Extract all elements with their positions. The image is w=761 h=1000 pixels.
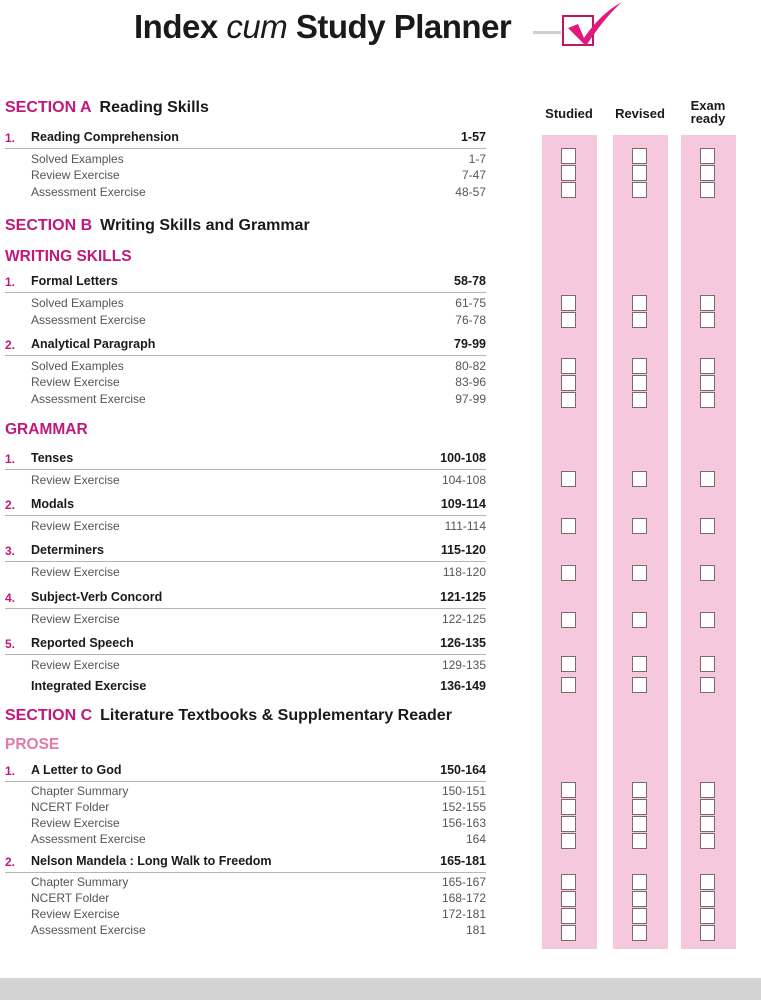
entry-name: Reported Speech: [31, 636, 134, 650]
subentry-name: Integrated Exercise: [31, 679, 147, 693]
revised-checkbox[interactable]: [632, 833, 647, 849]
subentry-pages: 172-181: [441, 907, 486, 921]
title-part-2: cum: [226, 8, 288, 45]
studied-checkbox[interactable]: [561, 656, 576, 672]
subentry-pages: 150-151: [441, 784, 486, 798]
subentry-pages: 118-120: [442, 565, 486, 579]
toc-entry[interactable]: [5, 764, 486, 782]
toc-subentry[interactable]: [31, 359, 486, 375]
subentry-pages: 80-82: [455, 359, 486, 373]
studied-checkbox[interactable]: [561, 165, 576, 181]
toc-subentry[interactable]: [31, 907, 486, 923]
title-rule: [533, 31, 561, 34]
subentry-pages: 181: [465, 923, 486, 937]
toc-subentry[interactable]: [31, 923, 486, 939]
exam-checkbox[interactable]: [700, 925, 715, 941]
subentry-name: Assessment Exercise: [31, 832, 146, 846]
entry-name: Reading Comprehension: [31, 130, 179, 144]
entry-name: Determiners: [31, 543, 104, 557]
toc-subentry[interactable]: [31, 891, 486, 907]
entry-number: 1.: [5, 275, 16, 289]
section-a-title: Reading Skills: [99, 99, 209, 116]
exam-checkbox[interactable]: [700, 312, 715, 328]
subentry-name: Review Exercise: [31, 565, 120, 579]
subentry-pages: 164: [465, 832, 486, 846]
revised-checkbox[interactable]: [632, 165, 647, 181]
revised-checkbox[interactable]: [632, 816, 647, 832]
entry-number: 1.: [5, 764, 16, 778]
subentry-pages: 83-96: [455, 375, 486, 389]
subentry-pages: 168-172: [441, 891, 486, 905]
title-part-1: Index: [134, 8, 218, 45]
entry-name: Analytical Paragraph: [31, 337, 156, 351]
studied-checkbox[interactable]: [561, 677, 576, 693]
column-header-ready: ready: [690, 111, 726, 126]
entry-pages: 1-57: [460, 130, 486, 144]
revised-checkbox[interactable]: [632, 471, 647, 487]
studied-checkbox[interactable]: [561, 782, 576, 798]
toc-entry[interactable]: [5, 591, 486, 609]
entry-pages: 100-108: [440, 451, 486, 465]
revised-checkbox[interactable]: [632, 874, 647, 890]
subentry-name: Chapter Summary: [31, 875, 129, 889]
subentry-pages: 104-108: [441, 473, 486, 487]
entry-number: 2.: [5, 338, 16, 352]
studied-checkbox[interactable]: [561, 874, 576, 890]
toc-subentry[interactable]: [31, 519, 486, 535]
revised-checkbox[interactable]: [632, 358, 647, 374]
toc-subentry[interactable]: [31, 168, 486, 184]
toc-subentry[interactable]: [31, 392, 486, 408]
studied-checkbox[interactable]: [561, 833, 576, 849]
integrated-exercise-entry[interactable]: [31, 679, 486, 695]
entry-pages: 126-135: [440, 636, 486, 650]
entry-number: 4.: [5, 591, 16, 605]
subentry-name: NCERT Folder: [31, 800, 110, 814]
subentry-name: NCERT Folder: [31, 891, 110, 905]
section-b-title: Writing Skills and Grammar: [100, 217, 310, 234]
section-a-heading: [5, 99, 209, 117]
entry-name: Subject-Verb Concord: [31, 590, 163, 604]
toc-subentry[interactable]: [31, 375, 486, 391]
toc-entry[interactable]: [5, 338, 486, 356]
entry-pages: 109-114: [440, 497, 486, 511]
studied-checkbox[interactable]: [561, 182, 576, 198]
entry-pages: 150-164: [440, 763, 486, 777]
toc-subentry[interactable]: [31, 875, 486, 891]
toc-subentry[interactable]: [31, 612, 486, 628]
toc-subentry[interactable]: [31, 296, 486, 312]
prose-heading: PROSE: [5, 736, 60, 753]
studied-checkbox[interactable]: [561, 799, 576, 815]
section-a-label: SECTION A: [5, 99, 92, 116]
revised-checkbox[interactable]: [632, 656, 647, 672]
entry-name: Nelson Mandela : Long Walk to Freedom: [31, 854, 272, 868]
subentry-name: Review Exercise: [31, 612, 120, 626]
entry-name: A Letter to God: [31, 763, 122, 777]
studied-checkbox[interactable]: [561, 925, 576, 941]
revised-checkbox[interactable]: [632, 565, 647, 581]
toc-subentry[interactable]: [31, 832, 486, 848]
subentry-pages: 76-78: [455, 313, 486, 327]
exam-checkbox[interactable]: [700, 358, 715, 374]
revised-checkbox[interactable]: [632, 908, 647, 924]
studied-checkbox[interactable]: [561, 518, 576, 534]
revised-checkbox[interactable]: [632, 891, 647, 907]
entry-pages: 165-181: [440, 854, 486, 868]
exam-checkbox[interactable]: [700, 782, 715, 798]
subentry-name: Review Exercise: [31, 375, 120, 389]
revised-checkbox[interactable]: [632, 295, 647, 311]
subentry-pages: 1-7: [468, 152, 486, 166]
subentry-pages: 129-135: [441, 658, 486, 672]
exam-checkbox[interactable]: [700, 816, 715, 832]
section-c-title: Literature Textbooks & Supplementary Reader: [100, 707, 452, 724]
revised-checkbox[interactable]: [632, 612, 647, 628]
subentry-pages: 165-167: [441, 875, 486, 889]
revised-checkbox[interactable]: [632, 799, 647, 815]
entry-name: Modals: [31, 497, 75, 511]
subentry-name: Review Exercise: [31, 473, 120, 487]
entry-pages: 58-78: [454, 274, 486, 288]
toc-subentry[interactable]: [31, 473, 486, 489]
exam-checkbox[interactable]: [700, 182, 715, 198]
subentry-pages: 122-125: [441, 612, 486, 626]
studied-checkbox[interactable]: [561, 816, 576, 832]
revised-checkbox[interactable]: [632, 782, 647, 798]
entry-number: 5.: [5, 637, 16, 651]
toc-subentry[interactable]: [31, 185, 486, 201]
subentry-name: Assessment Exercise: [31, 923, 146, 937]
entry-number: 2.: [5, 498, 16, 512]
exam-checkbox[interactable]: [700, 165, 715, 181]
subentry-name: Review Exercise: [31, 658, 120, 672]
revised-checkbox[interactable]: [632, 925, 647, 941]
studied-checkbox[interactable]: [561, 375, 576, 391]
subentry-pages: 111-114: [444, 519, 486, 533]
subentry-name: Solved Examples: [31, 359, 124, 373]
subentry-name: Review Exercise: [31, 816, 120, 830]
subentry-name: Chapter Summary: [31, 784, 129, 798]
section-c-heading: [5, 707, 452, 725]
column-header-exam-ready: [675, 99, 741, 125]
toc-entry[interactable]: [5, 855, 486, 873]
column-header-revised: Revised: [615, 106, 665, 121]
exam-checkbox[interactable]: [700, 295, 715, 311]
entry-number: 3.: [5, 544, 16, 558]
subentry-name: Assessment Exercise: [31, 185, 146, 199]
studied-checkbox[interactable]: [561, 295, 576, 311]
exam-checkbox[interactable]: [700, 612, 715, 628]
toc-subentry[interactable]: [31, 565, 486, 581]
entry-number: 2.: [5, 855, 16, 869]
toc-subentry[interactable]: [31, 658, 486, 674]
toc-subentry[interactable]: [31, 152, 486, 168]
studied-checkbox[interactable]: [561, 565, 576, 581]
column-header-studied: Studied: [545, 106, 593, 121]
exam-checkbox[interactable]: [700, 148, 715, 164]
subentry-pages: 61-75: [455, 296, 486, 310]
exam-checkbox[interactable]: [700, 799, 715, 815]
subentry-pages: 156-163: [441, 816, 486, 830]
exam-checkbox[interactable]: [700, 471, 715, 487]
toc-entry[interactable]: [5, 275, 486, 293]
studied-checkbox[interactable]: [561, 891, 576, 907]
page-title: [134, 8, 511, 46]
exam-checkbox[interactable]: [700, 392, 715, 408]
subentry-pages: 97-99: [455, 392, 486, 406]
subentry-pages: 152-155: [441, 800, 486, 814]
footer-bar: [0, 978, 761, 1000]
revised-checkbox[interactable]: [632, 312, 647, 328]
studied-checkbox[interactable]: [561, 471, 576, 487]
studied-checkbox[interactable]: [561, 392, 576, 408]
toc-entry[interactable]: [5, 452, 486, 470]
subentry-name: Assessment Exercise: [31, 313, 146, 327]
studied-checkbox[interactable]: [561, 148, 576, 164]
column-header-exam: Exam: [690, 98, 726, 113]
revised-checkbox[interactable]: [632, 182, 647, 198]
subentry-name: Review Exercise: [31, 519, 120, 533]
exam-checkbox[interactable]: [700, 656, 715, 672]
revised-checkbox[interactable]: [632, 518, 647, 534]
studied-checkbox[interactable]: [561, 358, 576, 374]
exam-checkbox[interactable]: [700, 677, 715, 693]
studied-checkbox[interactable]: [561, 908, 576, 924]
studied-checkbox[interactable]: [561, 312, 576, 328]
toc-entry[interactable]: [5, 131, 486, 149]
revised-checkbox[interactable]: [632, 148, 647, 164]
grammar-heading: GRAMMAR: [5, 421, 88, 438]
entry-name: Tenses: [31, 451, 74, 465]
toc-subentry[interactable]: [31, 784, 486, 800]
subentry-pages: 7-47: [461, 168, 486, 182]
toc-entry[interactable]: [5, 498, 486, 516]
entry-number: 1.: [5, 452, 16, 466]
subentry-name: Review Exercise: [31, 168, 120, 182]
revised-checkbox[interactable]: [632, 677, 647, 693]
studied-checkbox[interactable]: [561, 612, 576, 628]
toc-entry[interactable]: [5, 544, 486, 562]
toc-entry[interactable]: [5, 637, 486, 655]
entry-pages: 115-120: [440, 543, 486, 557]
entry-pages: 79-99: [454, 337, 486, 351]
subentry-pages: 48-57: [455, 185, 486, 199]
exam-checkbox[interactable]: [700, 891, 715, 907]
subentry-pages: 136-149: [440, 679, 486, 693]
checkmark-icon: [560, 0, 626, 50]
exam-checkbox[interactable]: [700, 518, 715, 534]
section-c-label: SECTION C: [5, 707, 93, 724]
subentry-name: Solved Examples: [31, 152, 124, 166]
section-b-label: SECTION B: [5, 217, 93, 234]
subentry-name: Solved Examples: [31, 296, 124, 310]
title-part-3: Study Planner: [295, 8, 512, 45]
subentry-name: Review Exercise: [31, 907, 120, 921]
revised-checkbox[interactable]: [632, 375, 647, 391]
revised-checkbox[interactable]: [632, 392, 647, 408]
section-b-heading: [5, 217, 310, 235]
exam-checkbox[interactable]: [700, 908, 715, 924]
exam-checkbox[interactable]: [700, 874, 715, 890]
toc-subentry[interactable]: [31, 800, 486, 816]
toc-subentry[interactable]: [31, 313, 486, 329]
exam-checkbox[interactable]: [700, 565, 715, 581]
exam-checkbox[interactable]: [700, 833, 715, 849]
subentry-name: Assessment Exercise: [31, 392, 146, 406]
entry-pages: 121-125: [440, 590, 486, 604]
entry-number: 1.: [5, 131, 16, 145]
entry-name: Formal Letters: [31, 274, 118, 288]
exam-checkbox[interactable]: [700, 375, 715, 391]
writing-skills-heading: WRITING SKILLS: [5, 248, 132, 265]
toc-subentry[interactable]: [31, 816, 486, 832]
